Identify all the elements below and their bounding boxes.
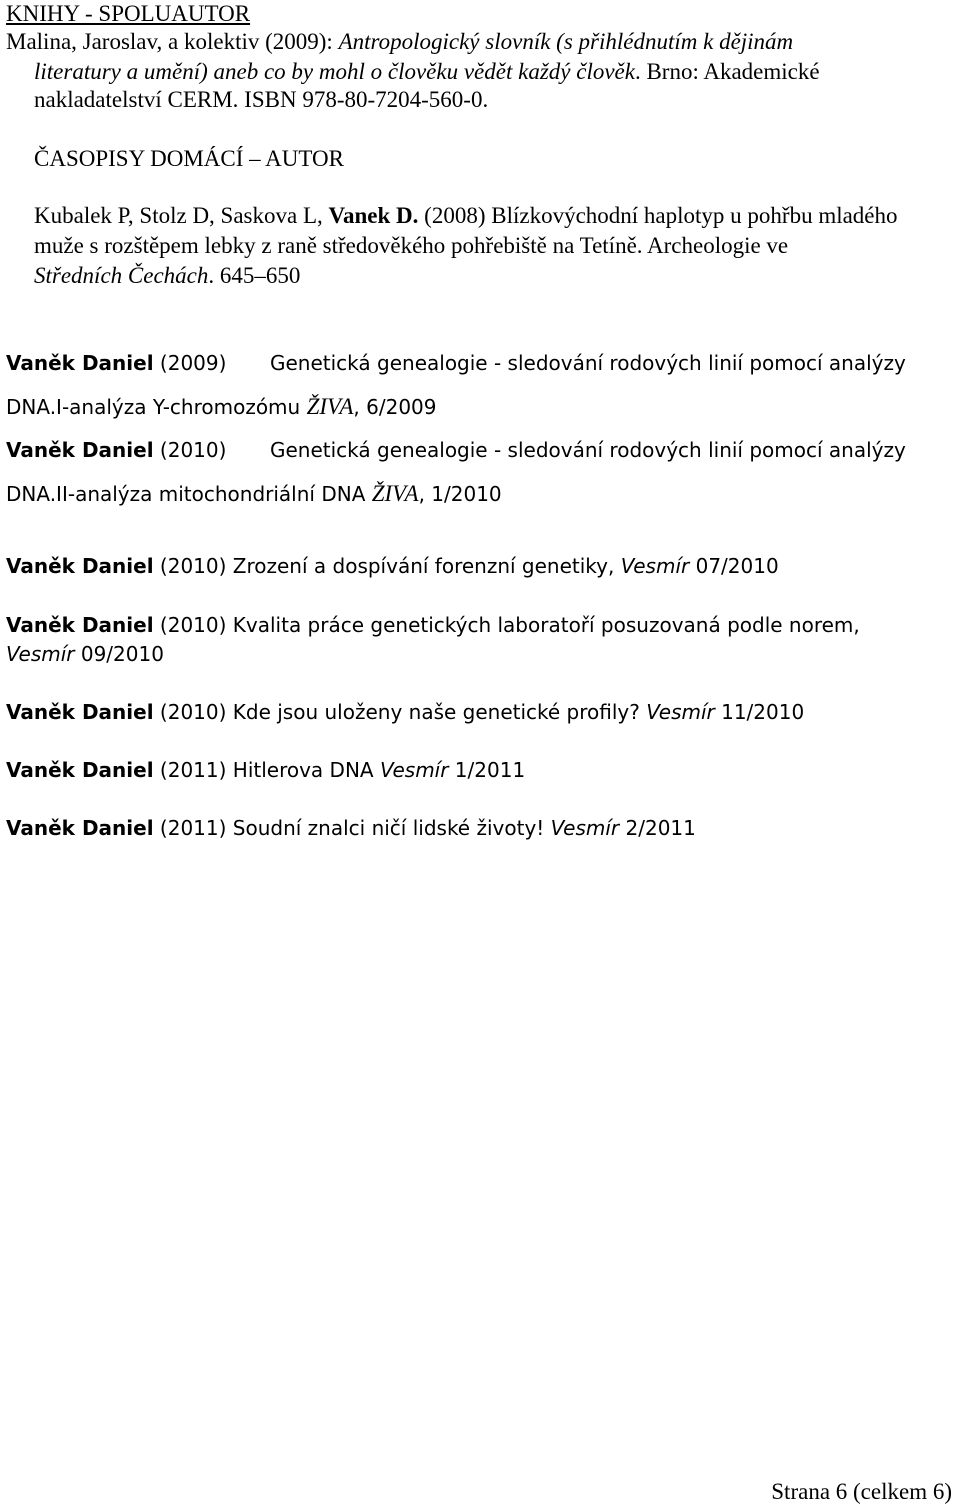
entry5-journal: Vesmír: [646, 700, 715, 724]
entry1-journal: ŽIVA: [306, 394, 354, 419]
entry2-cont: DNA.II-analýza mitochondriální DNA: [6, 482, 372, 506]
entry7: [6, 815, 696, 842]
book-entry-line2: [34, 58, 820, 85]
book-title-part2: literatury a umění) aneb co by mohl o člověku vědět každý člověk: [34, 59, 635, 84]
entry5-issue: 11/2010: [714, 700, 805, 724]
entry3-title: Zrození a dospívání forenzní genetiky,: [232, 554, 621, 578]
heading-books: KNIHY - SPOLUAUTOR: [6, 1, 251, 26]
article1-pages: . 645–650: [208, 263, 301, 288]
entry6-journal: Vesmír: [379, 758, 449, 782]
article1-line2: [34, 232, 788, 259]
entry5-author: Vaněk Daniel: [6, 700, 154, 724]
heading-journals: ČASOPISY DOMÁCÍ – AUTOR: [34, 146, 344, 171]
entry5: [6, 699, 804, 726]
entry2-line1: [6, 437, 226, 464]
entry7-issue: 2/2011: [619, 816, 696, 840]
book-entry-line1: [6, 28, 793, 55]
entry4-year: (2010): [153, 613, 233, 637]
article1-text1: (2008) Blízkovýchodní haplotyp u pohřbu mladého: [418, 203, 898, 228]
entry2-issue: , 1/2010: [418, 482, 502, 506]
entry7-author: Vaněk Daniel: [6, 816, 154, 840]
book-authors: Malina, Jaroslav, a kolektiv (2009):: [6, 29, 339, 54]
entry6-title: Hitlerova DNA: [232, 758, 380, 782]
article1-text2: muže s rozštěpem lebky z raně středověkého pohřebiště na Tetíně: [34, 233, 637, 258]
entry3-issue: 07/2010: [689, 554, 779, 578]
entry2-year: (2010): [153, 438, 227, 462]
entry7-title: Soudní znalci ničí lidské životy!: [232, 816, 551, 840]
entry1-author: Vaněk Daniel: [6, 351, 154, 375]
entry1-year: (2009): [153, 351, 227, 375]
entry4-title: Kvalita práce genetických laboratoří posuzovaná podle norem,: [232, 613, 860, 637]
entry6-year: (2011): [153, 758, 233, 782]
page-footer: Strana 6 (celkem 6): [771, 1479, 952, 1504]
book-title-part1: Antropologický slovník (s přihlédnutím k dějinám: [338, 29, 794, 54]
entry5-year: (2010): [153, 700, 233, 724]
entry6-issue: 1/2011: [448, 758, 526, 782]
entry1-title: Genetická genealogie - sledování rodových linií pomocí analýzy: [270, 351, 906, 375]
entry2-journal: ŽIVA: [371, 481, 419, 506]
entry2-title: Genetická genealogie - sledování rodových linií pomocí analýzy: [270, 438, 906, 462]
article1-author: Vanek D.: [328, 203, 419, 228]
entry2-line2: [6, 480, 502, 508]
entry3: [6, 553, 779, 580]
entry1-line1: [6, 350, 226, 377]
article1-line3: [34, 262, 300, 289]
entry1-line2: [6, 393, 437, 421]
entry1-cont: DNA.I-analýza Y-chromozómu: [6, 395, 307, 419]
article1-journal: Středních Čechách: [34, 263, 209, 288]
entry1-issue: , 6/2009: [353, 395, 437, 419]
entry4-journal: Vesmír: [6, 642, 75, 666]
entry6: [6, 757, 525, 784]
entry5-title: Kde jsou uloženy naše genetické profily?: [232, 700, 647, 724]
entry3-author: Vaněk Daniel: [6, 554, 154, 578]
entry2-author: Vaněk Daniel: [6, 438, 154, 462]
article1-text2b: . Archeologie ve: [636, 233, 789, 258]
article1-line1: [34, 202, 898, 229]
entry4-line1: [6, 612, 860, 639]
entry4-line2: [6, 641, 164, 668]
book-publisher: . Brno: Akademické: [634, 59, 820, 84]
article1-coauthors: Kubalek P, Stolz D, Saskova L,: [34, 203, 329, 228]
entry3-year: (2010): [153, 554, 233, 578]
entry7-year: (2011): [153, 816, 233, 840]
entry4-issue: 09/2010: [74, 642, 164, 666]
entry6-author: Vaněk Daniel: [6, 758, 154, 782]
entry4-author: Vaněk Daniel: [6, 613, 154, 637]
book-entry-line3: nakladatelství CERM. ISBN 978-80-7204-560-0.: [34, 87, 489, 112]
entry7-journal: Vesmír: [550, 816, 620, 840]
entry3-journal: Vesmír: [620, 554, 690, 578]
